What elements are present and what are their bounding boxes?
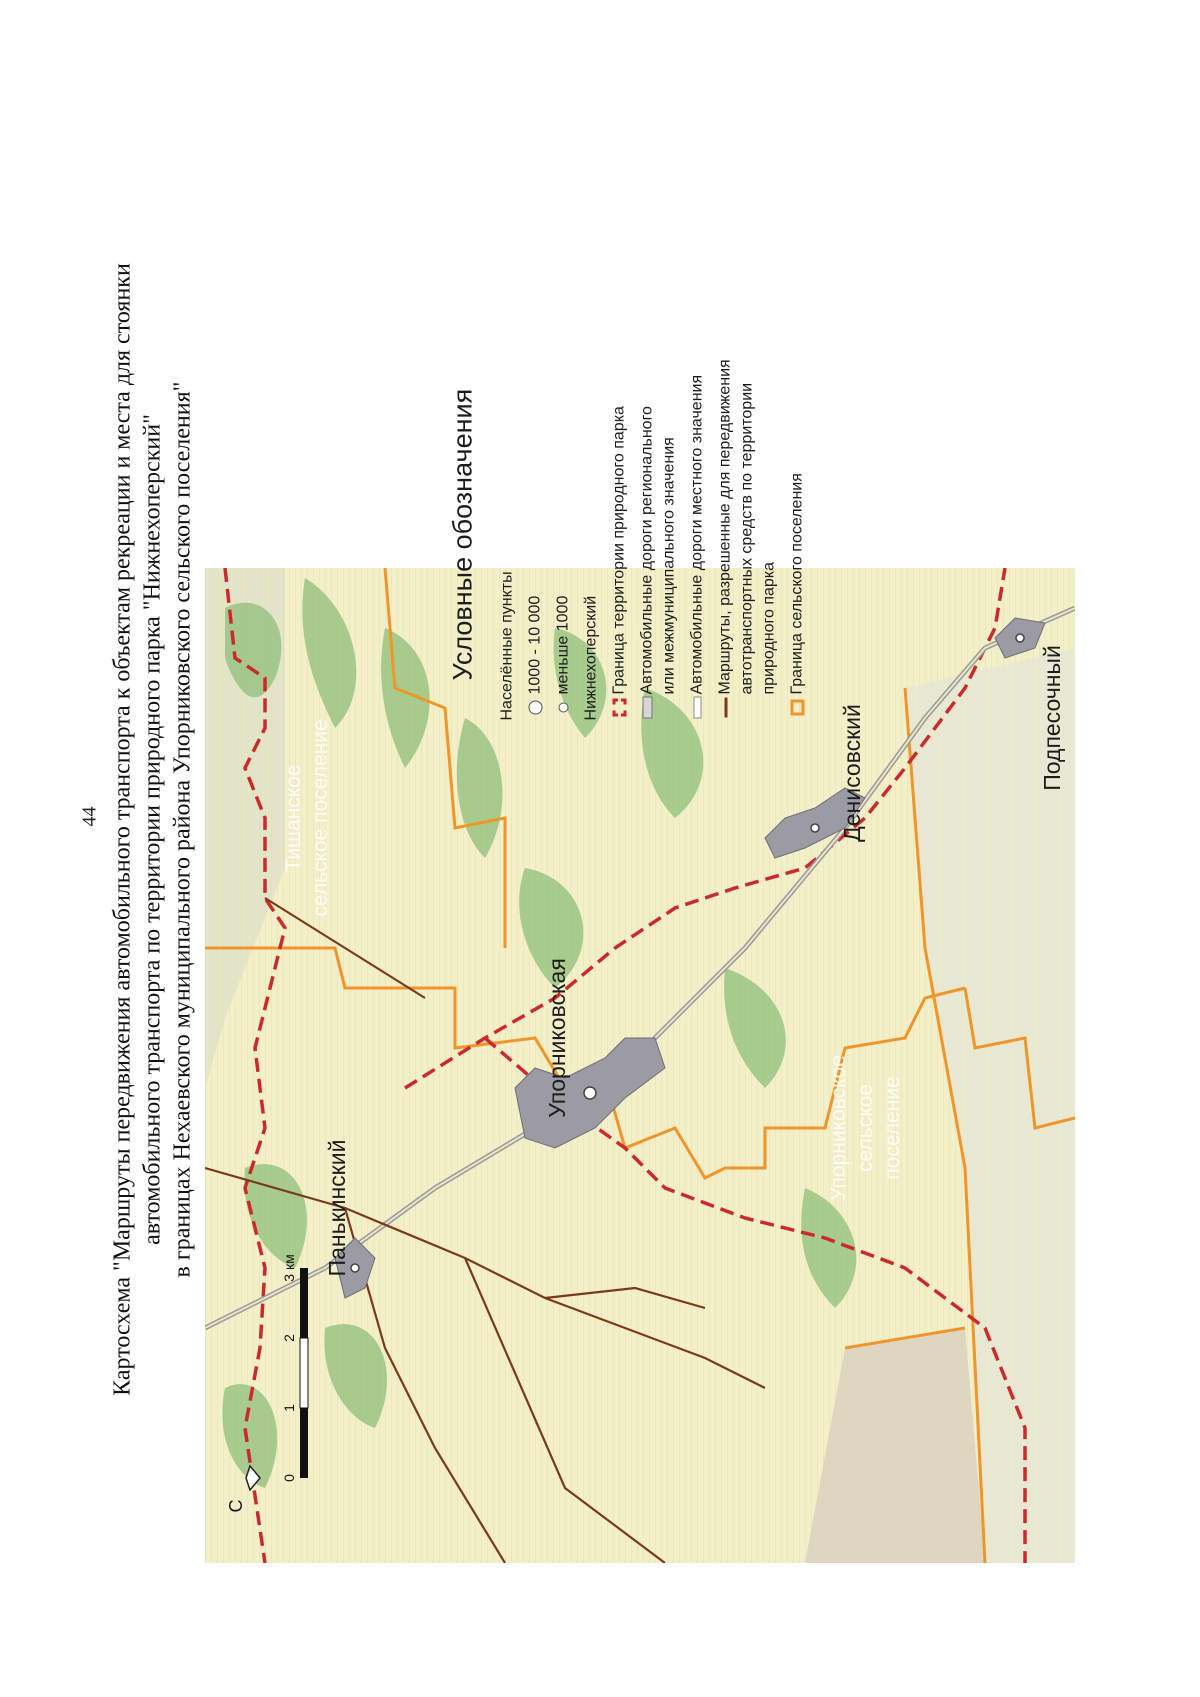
legend-item-regional-roads <box>637 0 681 721</box>
place-label-podpesochny: Подпесочный <box>1039 645 1065 791</box>
legend-label: Граница территории природного парка <box>610 406 628 695</box>
place-label-denisovsky: Денисовский <box>839 704 865 842</box>
park-boundary-icon <box>609 695 631 721</box>
legend-label <box>637 0 681 695</box>
title-line-2: автомобильного транспорта по территории природного парка "Нижнехоперский" <box>139 414 166 1245</box>
district-label-upornikovskoe-3: поселение <box>881 1076 904 1180</box>
settlement-marker-podpesochny[interactable] <box>1016 634 1024 642</box>
scale-segment <box>300 1338 308 1408</box>
settlement-large-icon <box>525 695 547 721</box>
scale-tick-3: 3 км <box>281 1254 297 1282</box>
scale-segment <box>300 1268 308 1338</box>
settlement-small-icon <box>553 695 575 721</box>
legend-title: Условные обозначения <box>447 388 478 681</box>
district-label-tishanskoe-1: Тишанское <box>282 764 305 872</box>
place-label-upornikovskaya: Упорниковская <box>544 958 570 1118</box>
legend-label <box>715 0 781 695</box>
route-icon <box>715 695 737 721</box>
legend-label: Автомобильные дороги местного значения <box>688 374 706 695</box>
district-label-upornikovskoe-1: Упорниковское <box>827 1055 850 1201</box>
legend-label: меньше 1000 <box>554 595 572 695</box>
scale-tick-0: 0 <box>281 1474 297 1482</box>
scale-tick-1: 1 <box>281 1404 297 1412</box>
title-line-1: Картосхема "Маршруты передвижения автомобильного транспорта к объектам рекреации и места для стоянки <box>109 263 136 1396</box>
legend-item-local-roads <box>687 0 709 721</box>
legend-line: природного парка <box>760 561 778 695</box>
title-line-3: в границах Нехаевского муниципального района Упорниковского сельского поселения" <box>169 381 196 1278</box>
legend-line: или межмуниципального значения <box>660 437 678 695</box>
scale-segment <box>300 1408 308 1478</box>
regional-road-icon <box>637 695 659 721</box>
legend-park-name <box>581 0 603 721</box>
settlement-marker-pankinsky[interactable] <box>351 1264 359 1272</box>
scale-tick-2: 2 <box>281 1334 297 1342</box>
legend-item-settlement-boundary <box>787 0 809 721</box>
map-legend <box>447 0 806 721</box>
local-road-icon <box>687 695 709 721</box>
legend-settlements-header <box>497 0 519 721</box>
settlement-marker-denisovsky[interactable] <box>811 824 819 832</box>
district-label-upornikovskoe-2: сельское <box>854 1084 877 1172</box>
legend-item-settlement-small <box>553 0 575 721</box>
north-label: С <box>226 1499 246 1513</box>
legend-line: автотранспортных средств по территории <box>738 382 756 695</box>
legend-label: Населённые пункты <box>498 571 516 721</box>
legend-line: Автомобильные дороги регионального <box>638 406 656 695</box>
legend-item-settlement-large <box>525 0 547 721</box>
legend-item-routes <box>715 0 781 721</box>
place-label-pankinsky: Панькинский <box>324 1139 350 1277</box>
settlement-marker-upornikovskaya[interactable] <box>584 1087 596 1099</box>
legend-label: Нижнехоперский <box>582 595 600 721</box>
page-number: 44 <box>78 806 101 827</box>
legend-line: Маршруты, разрешенные для передвижения <box>716 359 734 695</box>
legend-label: Граница сельского поселения <box>788 473 806 695</box>
settlement-boundary-icon <box>787 695 809 721</box>
legend-item-park-boundary <box>609 0 631 721</box>
legend-label: 1000 - 10 000 <box>526 595 544 695</box>
district-label-tishanskoe-2: сельское поселение <box>309 719 332 917</box>
